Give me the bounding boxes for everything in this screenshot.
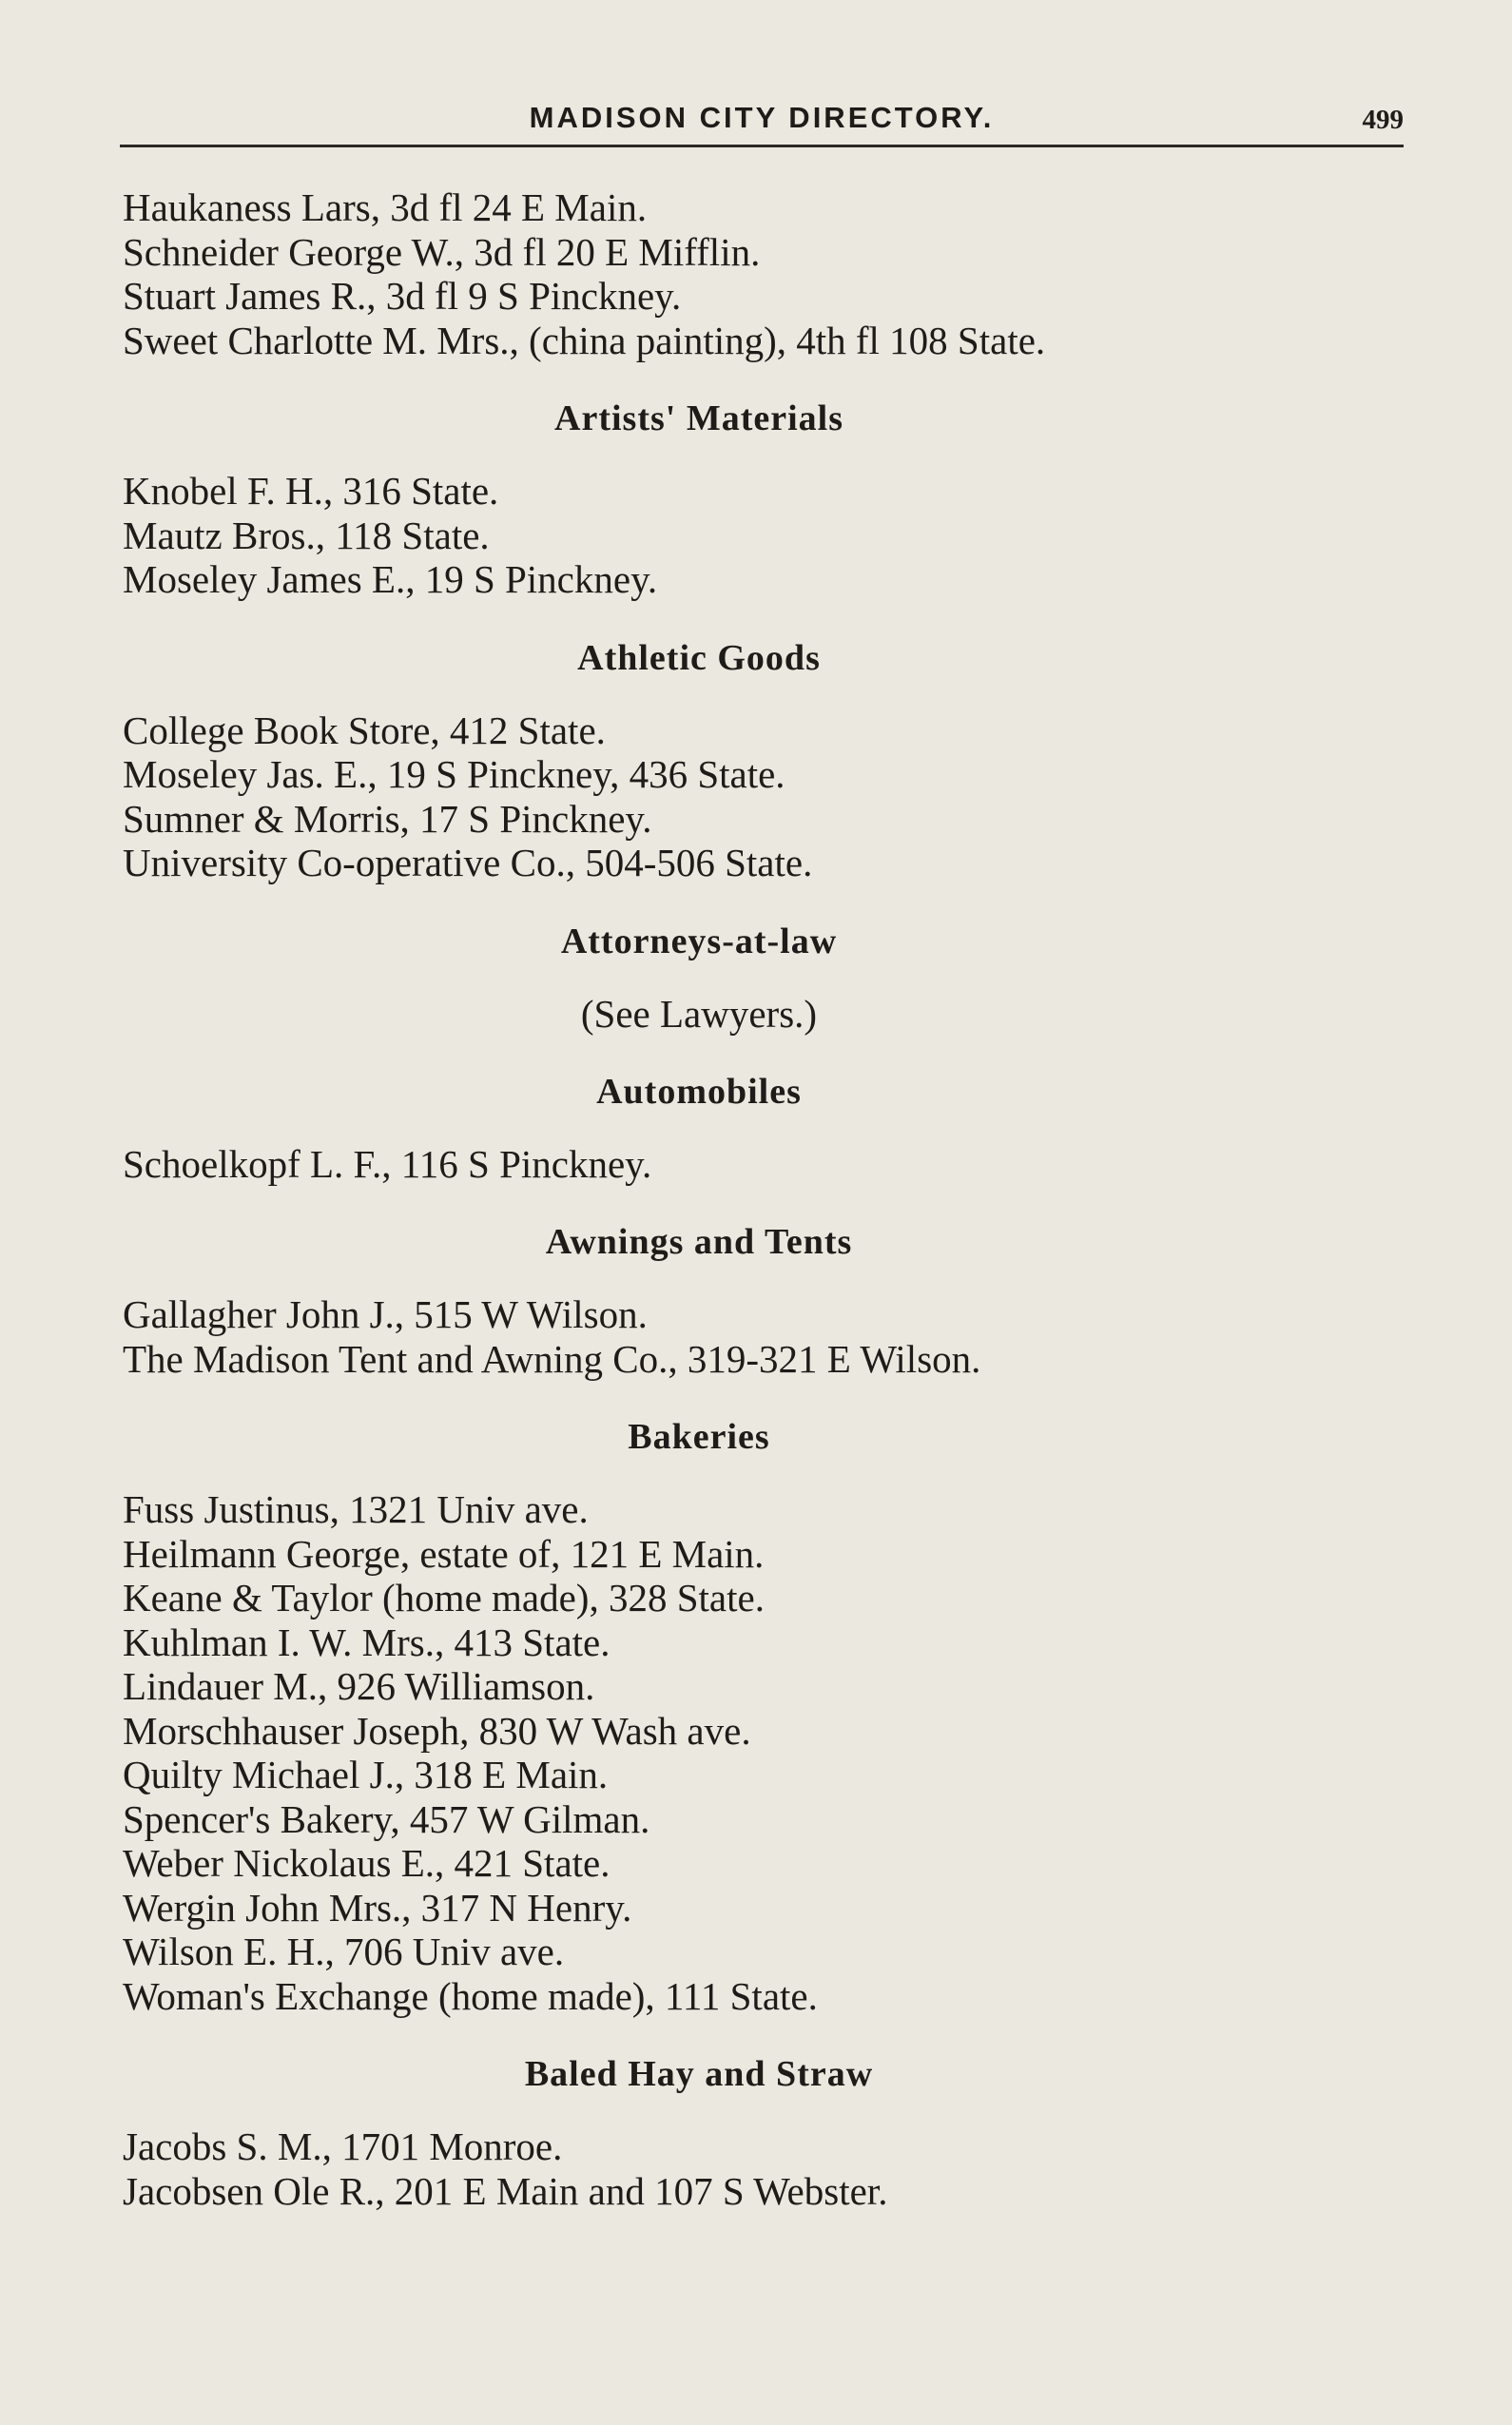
section-heading: Awnings and Tents [545,1222,853,1262]
list-item: Lindauer M., 926 Williamson. [123,1664,595,1708]
list-item: Woman's Exchange (home made), 111 State. [123,1973,818,2018]
section-artists-materials [123,395,1397,602]
list-item: Morschhauser Joseph, 830 W Wash ave. [123,1708,751,1753]
section-heading: Bakeries [628,1417,770,1457]
page-number: 499 [1362,105,1404,135]
list-item: College Book Store, 412 State. [123,708,606,752]
section-heading: Baled Hay and Straw [524,2054,874,2094]
list-item: Wilson E. H., 706 Univ ave. [123,1930,565,1973]
list-item: Wergin John Mrs., 317 N Henry. [123,1885,632,1930]
list-item: University Co-operative Co., 504-506 State. [123,841,813,884]
list-item: Haukaness Lars, 3d fl 24 E Main. [123,185,648,229]
section-attorneys-at-law [123,918,1397,1036]
directory-content [123,185,1397,2213]
section-athletic-goods [123,634,1397,885]
list-item: Knobel F. H., 316 State. [123,469,499,513]
list-item: Gallagher John J., 515 W Wilson. [123,1292,648,1336]
list-item: Moseley Jas. E., 19 S Pinckney, 436 State. [123,752,785,796]
list-item: Heilmann George, estate of, 121 E Main. [123,1531,765,1576]
section-automobiles [123,1068,1397,1187]
section-bakeries [123,1413,1397,2018]
list-item: Mautz Bros., 118 State. [123,513,490,557]
list-item: The Madison Tent and Awning Co., 319-321 E Wilson. [123,1336,981,1381]
list-item: Jacobs S. M., 1701 Monroe. [123,2124,563,2168]
list-item: Spencer's Bakery, 457 W Gilman. [123,1796,650,1841]
list-item: Fuss Justinus, 1321 Univ ave. [123,1487,589,1531]
see-reference: (See Lawyers.) [580,991,818,1036]
section-heading: Attorneys-at-law [560,921,838,961]
list-item: Keane & Taylor (home made), 328 State. [123,1576,765,1620]
leading-entries [123,185,1397,362]
list-item: Weber Nickolaus E., 421 State. [123,1841,611,1885]
list-item: Sweet Charlotte M. Mrs., (china painting), 4th fl 108 State. [123,318,1046,362]
list-item: Schneider George W., 3d fl 20 E Mifflin. [123,229,761,274]
list-item: Jacobsen Ole R., 201 E Main and 107 S Webster. [123,2168,888,2213]
list-item: Quilty Michael J., 318 E Main. [123,1753,609,1796]
section-awnings-and-tents [123,1218,1397,1381]
section-heading: Athletic Goods [577,637,821,678]
list-item: Moseley James E., 19 S Pinckney. [123,557,658,601]
list-item: Kuhlman I. W. Mrs., 413 State. [123,1620,611,1664]
list-item: Sumner & Morris, 17 S Pinckney. [123,796,652,841]
section-baled-hay-and-straw [123,2050,1397,2213]
running-head [120,99,1404,147]
list-item: Schoelkopf L. F., 116 S Pinckney. [123,1141,652,1186]
section-heading: Automobiles [596,1071,802,1112]
section-heading: Artists' Materials [554,398,843,438]
list-item: Stuart James R., 3d fl 9 S Pinckney. [123,274,682,318]
page-title: MADISON CITY DIRECTORY. [529,101,995,134]
